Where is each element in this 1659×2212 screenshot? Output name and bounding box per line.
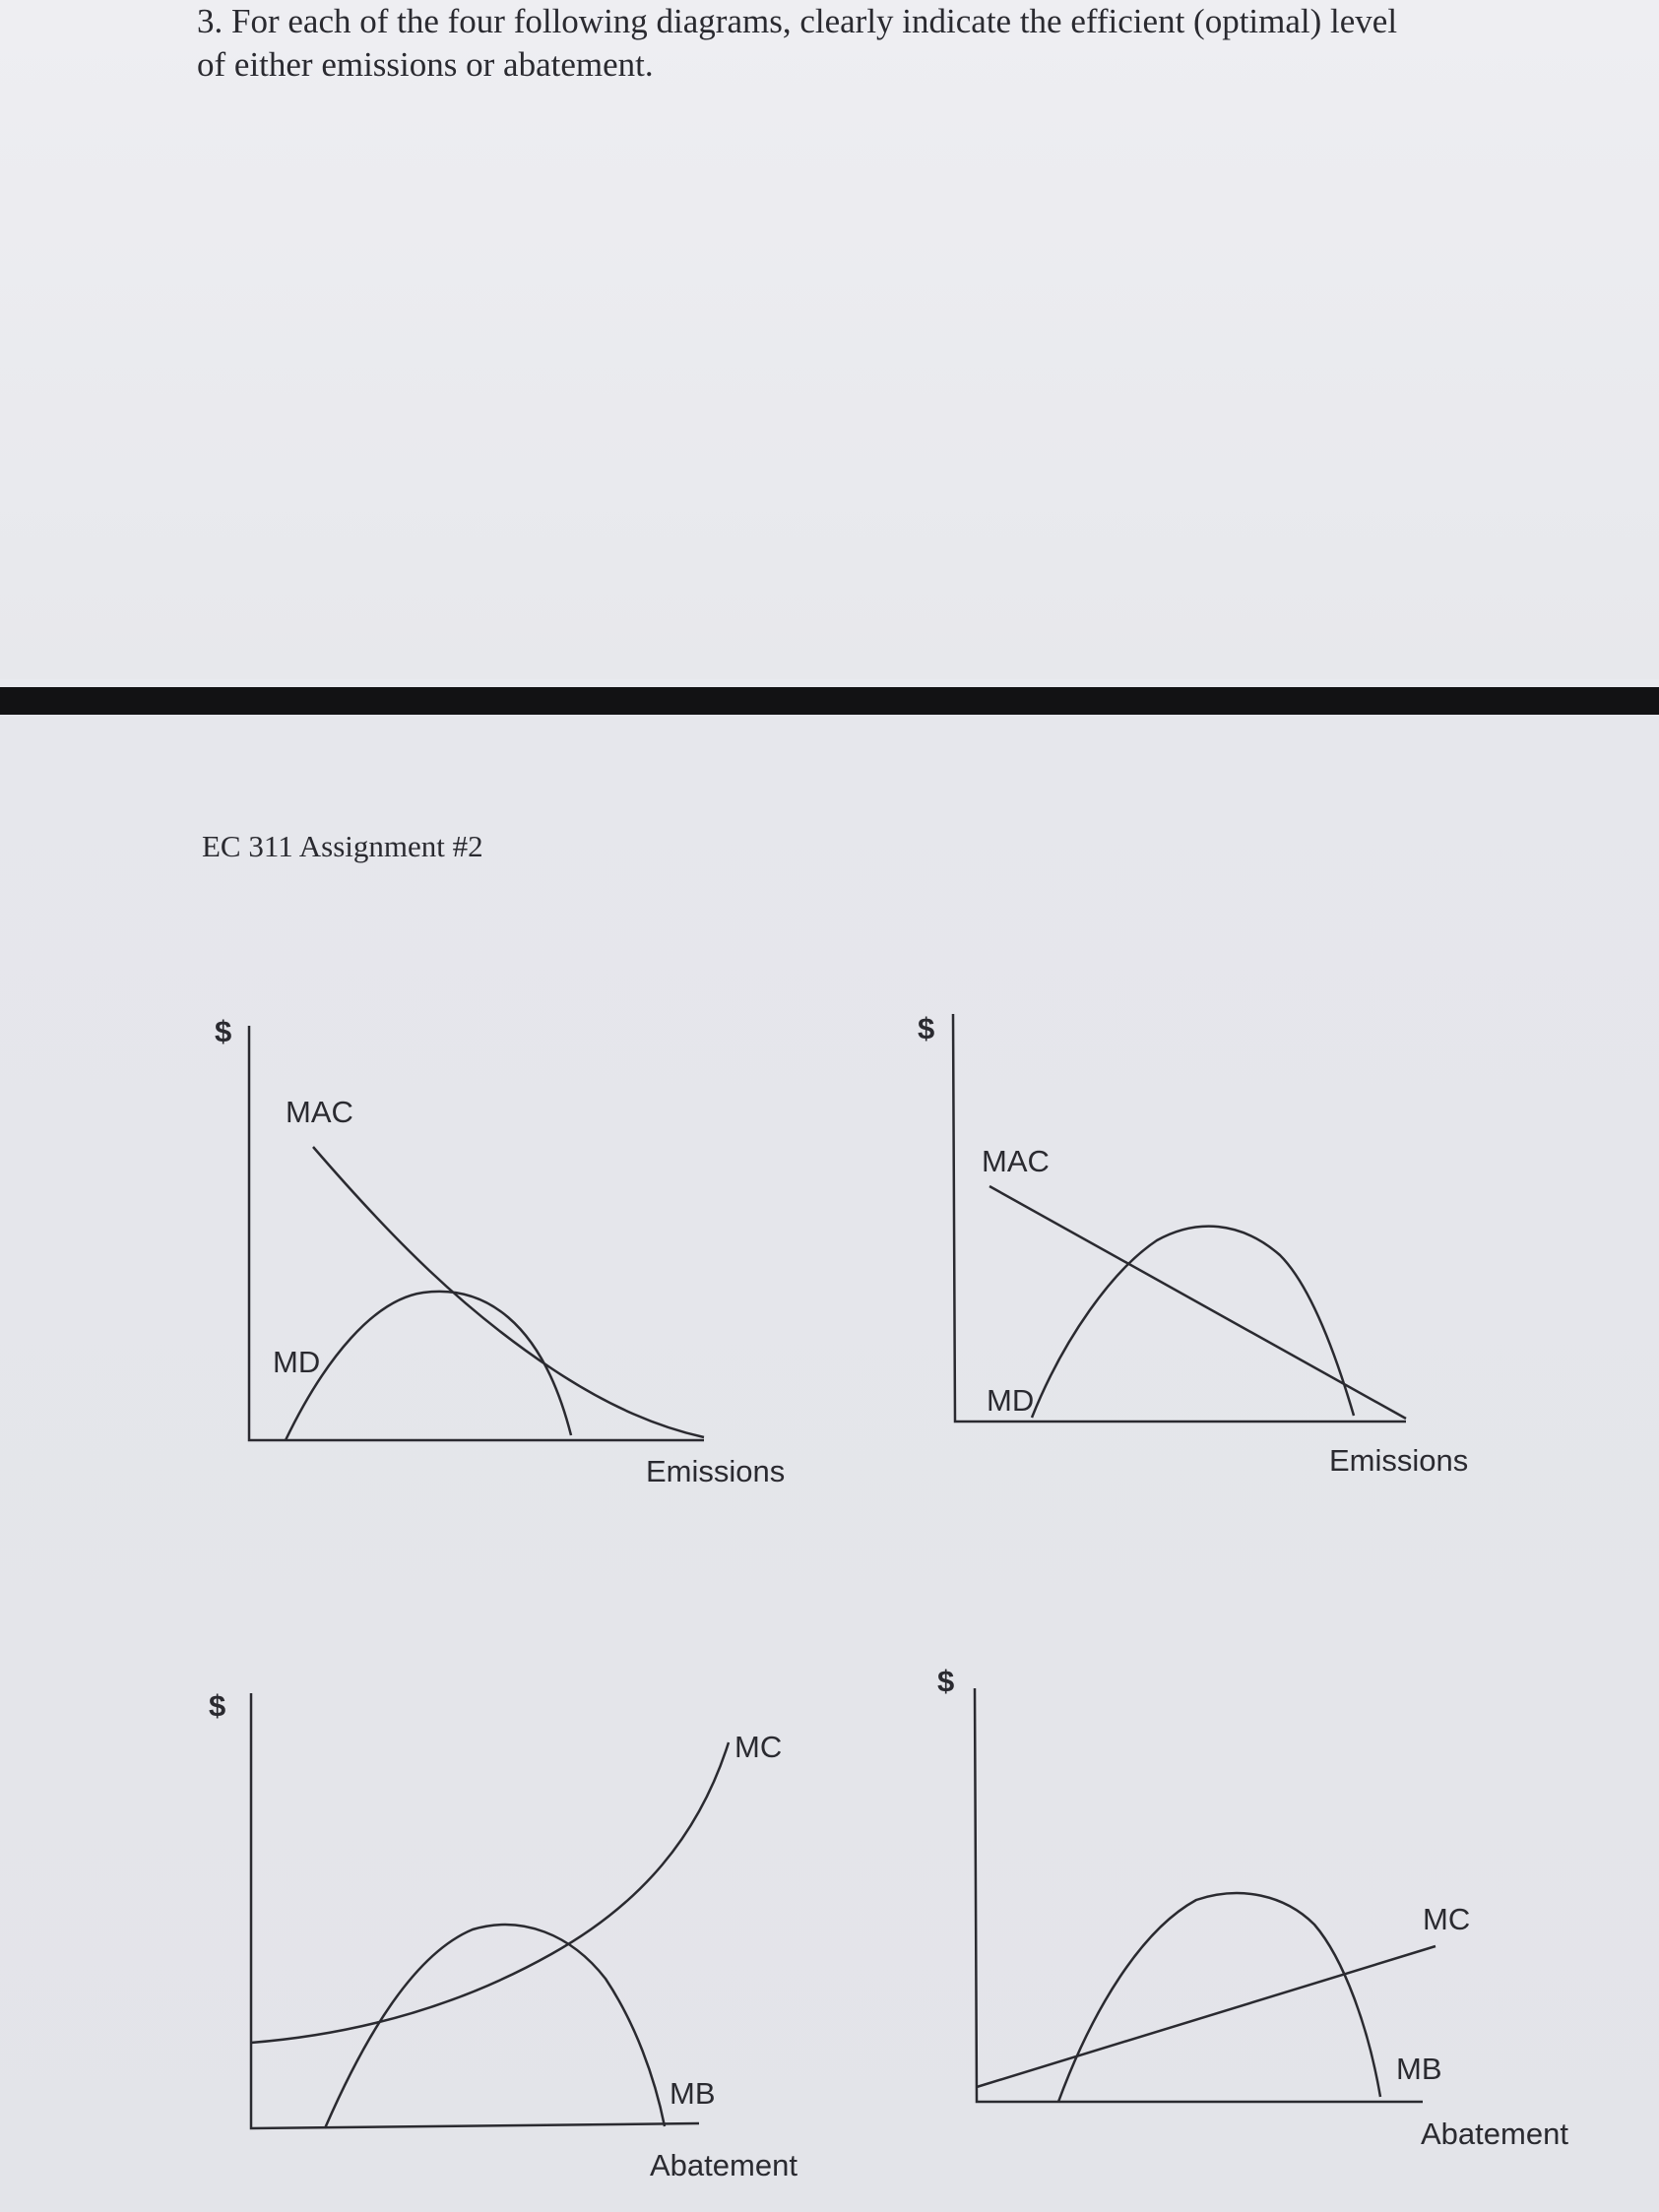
diagram-3-mc-label: MC — [734, 1730, 783, 1764]
diagram-2-x-label: Emissions — [1329, 1443, 1469, 1478]
diagram-4-mc-label: MC — [1423, 1902, 1471, 1936]
diagram-4-y-label: $ — [937, 1664, 955, 1698]
diagram-1-md-label: MD — [273, 1345, 321, 1379]
diagram-4-mb-curve — [1058, 1893, 1380, 2102]
diagram-2-mac-label: MAC — [982, 1144, 1050, 1178]
diagram-1-mac-curve — [313, 1147, 704, 1437]
diagram-3-x-label: Abatement — [650, 2148, 798, 2182]
question-line-2: of either emissions or abatement. — [197, 45, 654, 84]
diagram-1-mac-label: MAC — [286, 1095, 353, 1129]
diagram-2-axes — [953, 1014, 1406, 1422]
diagram-2-md-curve — [1032, 1227, 1354, 1418]
diagram-2-y-label: $ — [918, 1011, 935, 1045]
question-line-1: 3. For each of the four following diagrams, clearly indicate the efficient (optimal) level — [197, 2, 1398, 40]
diagram-3 — [251, 1693, 729, 2128]
diagram-4-x-label: Abatement — [1421, 2117, 1568, 2151]
diagram-3-mb-label: MB — [670, 2076, 716, 2111]
diagram-labels — [209, 1011, 1568, 2182]
diagram-3-axes — [251, 1693, 699, 2128]
diagram-2 — [953, 1014, 1406, 1422]
diagram-4-mc-line — [977, 1946, 1436, 2087]
diagram-1-y-label: $ — [215, 1014, 232, 1048]
diagram-2-md-label: MD — [987, 1383, 1035, 1418]
diagram-4 — [975, 1688, 1436, 2102]
diagram-3-y-label: $ — [209, 1688, 226, 1723]
assignment-title: EC 311 Assignment #2 — [202, 829, 483, 863]
diagram-3-mc-curve — [251, 1742, 729, 2043]
diagram-1-x-label: Emissions — [646, 1454, 786, 1488]
diagram-4-axes — [975, 1688, 1423, 2102]
diagram-4-mb-label: MB — [1396, 2052, 1442, 2086]
diagram-1-md-curve — [286, 1292, 571, 1440]
diagram-3-mb-curve — [325, 1925, 665, 2128]
